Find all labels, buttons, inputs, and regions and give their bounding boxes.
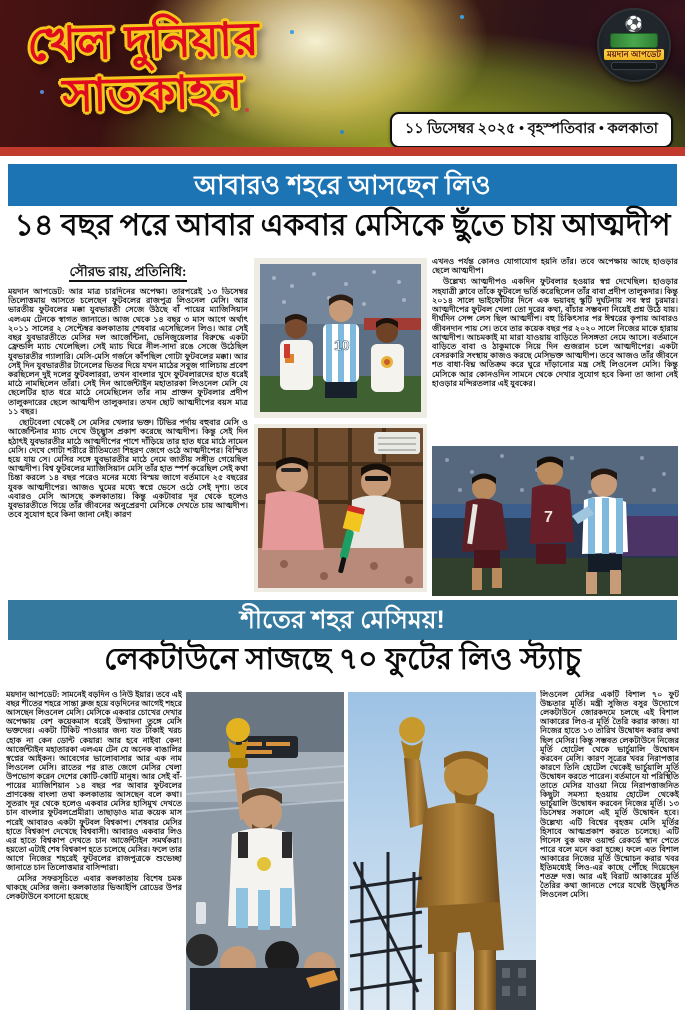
article1-headline: ১৪ বছর পরে আবার একবার মেসিকে ছুঁতে চায় আত্মদীপ [14, 209, 671, 242]
article2-left-paragraph2: মেসির সফরসূচিতে এবার কলকাতায় বিশেষ চমক থাকছে মেসির জন্য। কলকাতার ভিআইপি রোডের উপর লেকটাউনে বসানো হয়েছে [6, 874, 182, 902]
photo-messi-with-children-art [254, 258, 427, 418]
article1-byline [8, 261, 248, 284]
article2-right-paragraph1: লিওনেল মেসির একটি বিশাল ৭০ ফুট উচ্চতার মূর্তি। মন্ত্রী সুজিত বসুর উদ্যোগে লেকটাউনে জোরকদমে চলছে এই বিশাল আকারের লিও-র মূর্তি তৈরি করার কাজ। যা নিজের হাতে ১৩ তারিখ উদ্বোধন করার কথা ছিল মেসির। কিন্তু সম্ভবত লেকটাউনে নিজের মূর্তি হোটেল থেকে ভার্চুয়ালি উদ্বোধন করবেন মেসি। কারণ সূত্রের খবর নিরাপত্তার কারণে তিনি হোটেল থেকেই ভার্চুয়ালি মূর্তি উদ্বোধন করতে পারেন। বর্তমানে যা পরিস্থিতি তাতে মেসির যাওয়া নিয়ে নিরাপত্তাজনিত কিছুটা সমস্যা হওয়ায় হোটেল থেকেই ভার্চুয়ালি উদ্বোধন করবেন নিজের মূর্তি। ১৩ ডিসেম্বর সকালে এই মূর্তি উদ্বোধন হবে। উল্লেখ্য এটি বিশ্বের বৃহত্তম মেসি মূর্তির হিসাবে আত্মপ্রকাশ করতে চলেছে। এটি গিনেস বুক অফ ওয়ার্ল্ড রেকর্ডে স্থান পেতে পারে বলে মনে করা হচ্ছে। ফলে এত বিশাল আকারের নিজের মূর্তি উন্মোচন করার খবর ইতিমধ্যেই লিও-এর কাছে পৌঁছে দিয়েছেন শতদ্রু দত্ত। আর এই বিরাট আকারের মূর্তি তৈরির কথা জানতে পেরে যথেষ্ট উচ্ছ্বসিত লিওনেল মেসি। [540, 690, 679, 900]
maidan-update-logo [597, 8, 671, 82]
photo-worldcup-celebration [186, 692, 344, 1010]
article1-kicker-banner: আবারও শহরে আসছেন লিও [8, 164, 677, 206]
article2-left-column [6, 690, 182, 1018]
logo-name-label: ময়দান আপডেট [604, 49, 664, 60]
photo-messi-statue [348, 692, 536, 1010]
article2-right-column [540, 690, 679, 1020]
red-divider [0, 147, 685, 156]
jersey-number-opponent: 7 [544, 509, 553, 526]
article2-kicker-banner: শীতের শহর মেসিময়! [8, 600, 677, 640]
jersey-number-messi: 10 [334, 337, 350, 353]
page-title-line2: সাতকাহন [62, 65, 244, 122]
photo-interview [254, 424, 427, 592]
masthead [0, 0, 685, 147]
photo-messi-with-children [254, 258, 427, 418]
photo-messi-action-art [432, 446, 678, 596]
photo-messi-statue-art [348, 692, 536, 1010]
article1-left-column [8, 287, 248, 591]
article1-right-paragraph1: এখনও পর্যন্ত কোনও যোগাযোগ হয়নি তাঁর। তবে অপেক্ষায় আছে হাওড়ার ছেলে আত্মদীপ। [432, 257, 678, 276]
article1-left-paragraph2: ছোটবেলা থেকেই সে মেসির খেলার ভক্ত। টিভির পর্দায় বহুবার মেসি ও আর্জেন্টিনার ম্যাচ দেখে উচ্ছ্বাস প্রকাশ করেছে আত্মদীপ। কিন্তু সেই দিন হঠাৎই যুবভারতীর মাঠে আত্মদীপের পাশে দাঁড়িয়ে তার হাত ধরে মাঠে নামেন মেসি। দেখে গোটা শরীরে রীতিমতো শিহরণ জেগে ওঠে আত্মদীপের। বিস্মিত হয়ে যায় সে। মেসির সঙ্গে যুবভারতীর মাঠে নেমে জাতীয় সঙ্গীত গেয়েছিল আত্মদীপ। বিশ্ব ফুটবলের ম্যাজিসিয়ান মেসি তাঁর হাত স্পর্শ করেছিল সেই কথা চিন্তা করলে ১৪ বছর পরেও মনের মধ্যে বিস্ময় জাগে বর্তমানে ২৫ বছরের যুবক আত্মদীপের। আজও ঘুমের মধ্যে স্বপ্নে ভেসে ওঠে সেই দৃশ্য। তবে এবারও মেসি আসছে কলকাতায়। কিন্তু একটাবার দূর থেকে হলেও যুবভারতীতে গিয়ে তাঁর জীবনের অনুপ্রেরণা মেসিকে দেখতে চায় আত্মদীপ। তবে সুযোগ হবে কিনা জানা নেই। কারণ [8, 418, 248, 520]
photo-messi-action [432, 446, 678, 596]
article2-headline: লেকটাউনে সাজছে ৭০ ফুটের লিও স্ট্যাচু [104, 643, 581, 676]
article1-right-column [432, 257, 678, 445]
article1-byline-text: সৌরভ রায়, প্রতিনিধি: [69, 264, 186, 282]
photo-interview-art [254, 424, 427, 592]
article1-right-paragraph2: উল্লেখ্য আত্মদীপও একদিন ফুটবলার হওয়ার স্বপ্ন দেখেছিল। হাওড়ার সহযাত্রী ক্লাবে তাঁকে ফুটবলে ভর্তি করেছিলেন তাঁর বাবা প্রদীপ তালুকদার। কিন্তু ২০১৪ সালে ভাইফোঁটার দিনে এক ভয়াবহ স্কুটি দুর্ঘটনায় সব স্বপ্ন চুরমার। আত্মদীপের ফুটবল খেলা তো দূরের কথা, বাঁচার সম্ভবনা নিয়েই প্রশ্ন উঠে যায়। দীর্ঘদিন সেন্স লেস ছিল আত্মদীপ। বহু চিকিৎসার পর ঈশ্বরের কৃপায় আবারও জীবনদান পায় সে। তবে তার কয়েক বছর পর ২০২০ সালে নিজের মাকে হারায় আত্মদীপ। আচমকাই মা মারা যাওয়ায় বাড়িতে নিসঙ্গতা নেমে আসে। বর্তমানে বাড়িতে বাবা ও ঠাকুমাকে নিয়ে দিন গুজরান চলে আত্মদীপের। একটা বেসরকারি সংস্থায় কাজও করছে মেসিভক্ত আত্মদীপ। তবে আজও তাঁর জীবনে শত বাধা-বিঘ্ন অতিক্রম করে ঘুরে দাঁড়ানোর মন্ত্র সেই লিওনেল মেসি। কিন্তু মেসিকে আর কোনওদিন সামনে থেকে দেখার সুযোগ হবে কিনা তা জানা নেই হাওড়ার মন্দিরতলার এই যুবকের। [432, 277, 678, 388]
photo-worldcup-celebration-art [186, 692, 344, 1010]
pitch-icon [610, 33, 658, 48]
date-banner: ১১ ডিসেম্বর ২০২৫ • বৃহস্পতিবার • কলকাতা [390, 112, 673, 147]
football-icon: ⚽ [624, 17, 644, 33]
article2-left-paragraph1: ময়দান আপডেট: সামনেই বড়দিন ও নিউ ইয়ার। তবে এই বছর শীতের শহরে সান্তা ক্লজ হয়ে বড়দিনের আগেই শহরে আসছেন লিওনেল মেসি। মেসিকে একবার চোখের দেখার অপেক্ষায় বেশ কয়েকমাস ধরেই উন্মাদনা তুঙ্গে মেসি ভক্তদের। একটা টিকিট পাওয়ার জন্য যত টাকাই খরচ হোক না কেন ডোন্ট কেয়ার! আর হবে নাইবা কেন! আর্জেন্টাইন মহাতারকা এলএম টেন যে অনেক বাঙালির স্বপ্নের আইকন। আবেগের ভালোবাসার আর এক নাম লিওনেল মেসি। রাতের পর রাত জেগে মেসির খেলা উপভোগ করেন দেশের কোটি-কোটি মানুষ। আর সেই বাঁ-পায়ের ম্যাজিশিয়ান ১৪ বছর পর আবার ফুটবলের প্রাণকেন্দ্র বাংলা তথা কলকাতায় আসছেন বলে কথা। সুতরাং দূর থেকে হলেও একবার মেসির হাসিমুখ দেখতে চান বাংলার ফুটবলপ্রেমীরা। তাছাড়াও মাত্র কয়েক মাস পরেই আবারও একটা ফুটবল বিশ্বকাপ। শেষবার মেসির হাতে বিশ্বকাপ দেখেছে বিশ্ববাসী। আবারও একবার লিও এর হাতে বিশ্বকাপ দেখতে চান আর্জেন্টাইন সমর্থকরা। হয়তো এটাই শেষ বিশ্বকাপ হতে চলেছে মেসির। ফলে তার আগে নিজের শহরেই ফুটবলের রাজপুত্রকে শুভেচ্ছা জানাতে চান তিলোত্তমার বাসিন্দারা। [6, 690, 182, 873]
page-title-line1: খেল দুনিয়ার [26, 13, 261, 71]
page-title [27, 9, 450, 123]
logo-tagline-strip [611, 62, 657, 70]
article1-left-paragraph1: ময়দান আপডেট: আর মাত্র চারদিনের অপেক্ষা। তারপরেই ১৩ ডিসেম্বর তিলোত্তমায় আসতে চলেছেন ফুটবলের রাজপুত্র লিওনেল মেসি। আর ভারতীয় ফুটবলের মক্কা যুবভারতী সেজে উঠছে বাঁ পায়ের ম্যাজিসিয়ান এলএম টেনকে স্বাগত জানাতে। আজ থেকে ১৪ বছর ৩ মাস আগে অর্থাৎ ২০১১ সালের ২ সেপ্টেম্বর কলকাতায় শেষবার এসেছিলেন লিও। আর সেই বছর যুবভারতীতে মেসির দল আর্জেন্টিনা, ভেনিজুয়েলার বিরুদ্ধে একটা ফ্রেন্ডলি ম্যাচ খেলেছিল। সেই ম্যাচ ঘিরে নীল-সাদা রঙে সেজে উঠেছিল যুবভারতীর গ্যালারি। মেসি-মেসি গর্জনে কাঁপছিল গোটা ফুটবলের মক্কা। আর সেই দিন যুবভারতীর টানেলের ভিতর দিয়ে যখন মাঠের সবুজ গালিচায় প্রবেশ করছিলেন দুই দলের ফুটবলাররা, তখন বাংলার খুদে ফুটবলারদের হাত ধরেই মাঠে নামছিলেন তাঁরা। সেই দিন আর্জেন্টাইন মহাতারকা লিওনেল মেসি যে ছেলেটির হাত ধরে মাঠে নেমেছিলেন তাঁর নাম প্রাক্তন ফুটবলার প্রদীপ তালুকদারের ছেলে আত্মদীপ তালুকদার। তখন ছোট আত্মদীপের বয়স মাত্র ১১ বছর। [8, 287, 248, 416]
